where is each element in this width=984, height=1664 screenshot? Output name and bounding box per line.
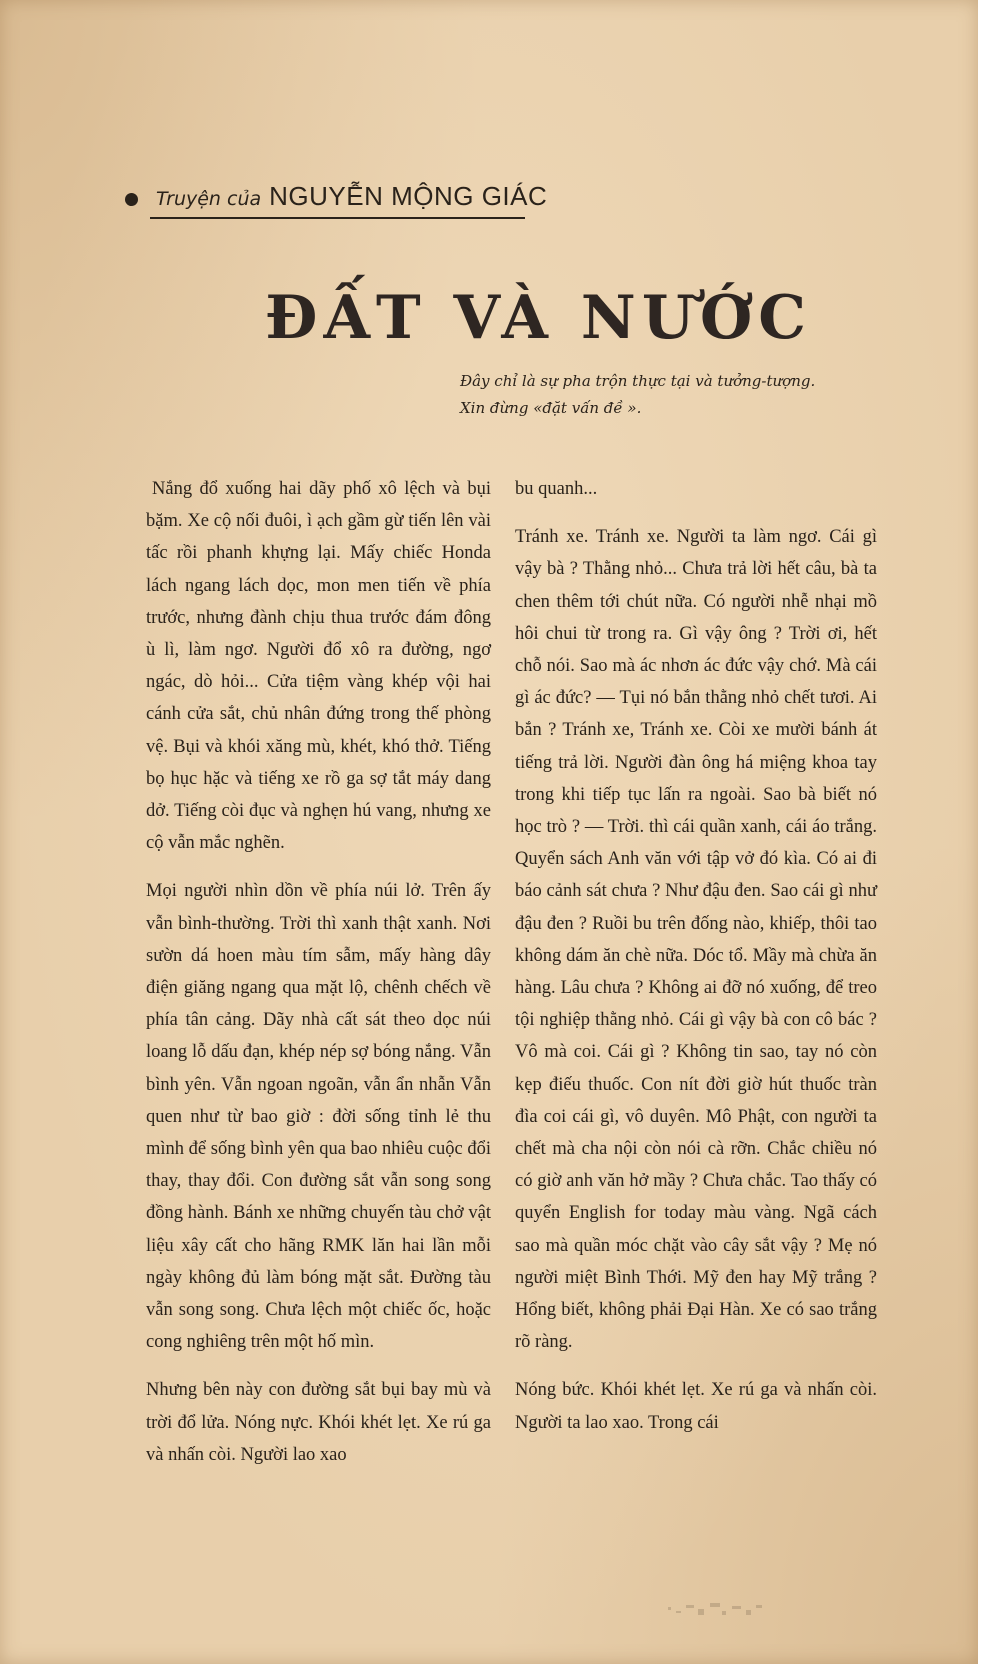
- byline: [125, 181, 547, 212]
- byline-rule: [150, 217, 525, 219]
- faded-stamp-mark: [662, 1597, 772, 1627]
- epigraph-line: Xin đừng «đặt vấn đề ».: [460, 399, 642, 417]
- epigraph: [460, 368, 900, 422]
- paragraph: Tránh xe. Tránh xe. Người ta làm ngơ. Cái gì vậy bà ? Thằng nhỏ... Chưa trả lời hết câu, bà ta chen thêm tới chút nữa. Có người nhễ nhại mồ hôi chui từ trong ra. Gì vậy ông ? Trời ơi, hết chỗ nói. Sao mà ác nhơn ác đức vậy chớ. Mà cái gì ác đức? — Tụi nó bắn thằng nhỏ chết tươi. Ai bắn ? Tránh xe, Tránh xe. Còi xe mười bánh át tiếng trả lời. Người đàn ông há miệng khoa tay trong khi tiếp tục lấn ra ngoài. Sao bà biết nó học trò ? — Trời. thì cái quần xanh, cái áo trắng. Quyển sách Anh văn với tập vở đó kìa. Có ai đi báo cảnh sát chưa ? Như đậu đen. Sao cái gì như đậu đen ? Ruồi bu trên đống nào, khiếp, thôi tao không dám ăn chè nữa. Dóc tổ. Mầy mà chừa ăn hàng. Lâu chưa ? Không ai đỡ nó xuống, để treo tội nghiệp thằng nhỏ. Cái gì vậy bà con cô bác ? Vô mà coi. Cái gì ? Không tin sao, tay nó còn kẹp điếu thuốc. Con nít đời giờ hút thuốc tràn đìa coi cái gì, vô duyên. Mô Phật, con người ta chết mà cha nội còn nói cà rỡn. Chắc chiều nó có giờ anh văn hở mầy ? Chưa chắc. Tao thấy có quyển English for today màu vàng. Ngã cách sao mà quần móc chặt vào cây sắt vậy ? Mẹ nó người miệt Bình Thới. Mỹ đen hay Mỹ trắng ? Hổng biết, không phải Đại Hàn. Xe có sao trắng rõ ràng.: [515, 527, 877, 1353]
- text-column-right: [515, 473, 877, 1439]
- epigraph-line: Đây chỉ là sự pha trộn thực tại và tưởng-tượng.: [460, 372, 816, 390]
- byline-prefix: Truyện của: [156, 188, 262, 210]
- bullet-icon: [125, 193, 138, 206]
- text-column-left: [146, 473, 491, 1471]
- paragraph: Nắng đổ xuống hai dãy phố xô lệch và bụi bặm. Xe cộ nối đuôi, ì ạch gầm gừ tiến lên vài tấc rồi phanh khựng lại. Mấy chiếc Honda lách ngang lách dọc, mon men tiến về phía trước, nhưng đành chịu thua trước đám đông ù lì, làm ngơ. Người đổ xô ra đường, ngơ ngác, dò hỏi... Cửa tiệm vàng khép vội hai cánh cửa sắt, chủ nhân đứng trong thế phòng vệ. Bụi và khói xăng mù, khét, khó thở. Tiếng bọ hục hặc và tiếng xe rồ ga sợ tắt máy dang dở. Tiếng còi đục và nghẹn hú vang, nhưng xe cộ vẫn mắc nghẽn.: [146, 479, 491, 854]
- paragraph: Nhưng bên này con đường sắt bụi bay mù và trời đổ lửa. Nóng nực. Khói khét lẹt. Xe rú ga và nhấn còi. Người lao xao: [146, 1380, 491, 1465]
- paragraph: Nóng bức. Khói khét lẹt. Xe rú ga và nhấn còi. Người ta lao xao. Trong cái: [515, 1380, 877, 1433]
- byline-author: NGUYỄN MỘNG GIÁC: [269, 181, 548, 211]
- paragraph: bu quanh...: [515, 479, 598, 499]
- paragraph: Mọi người nhìn dồn về phía núi lở. Trên ấy vẫn bình-thường. Trời thì xanh thật xanh. Nơi sườn dá hoen màu tím sẫm, mấy hàng dây điện giăng ngang qua mặt lộ, chênh chếch về phía tân cảng. Dãy nhà cất sát theo dọc núi loang lỗ dấu đạn, khép nép sợ bóng nắng. Vẫn bình yên. Vẫn ngoan ngoãn, vẫn ẩn nhẫn Vẫn quen như từ bao giờ : đời sống tỉnh lẻ thu mình để sống bình yên qua bao nhiêu cuộc đổi thay, thay đổi. Con đường sắt vẫn song song đồng hành. Bánh xe những chuyến tàu chở vật liệu xây cất cho hãng RMK lăn hai lần mỗi ngày không đủ làm bóng mặt sắt. Đường tàu vẫn song song. Chưa lệch một chiếc ốc, hoặc cong nghiêng trên một hố mìn.: [146, 881, 491, 1353]
- story-title: ĐẤT VÀ NƯỚC: [265, 283, 813, 353]
